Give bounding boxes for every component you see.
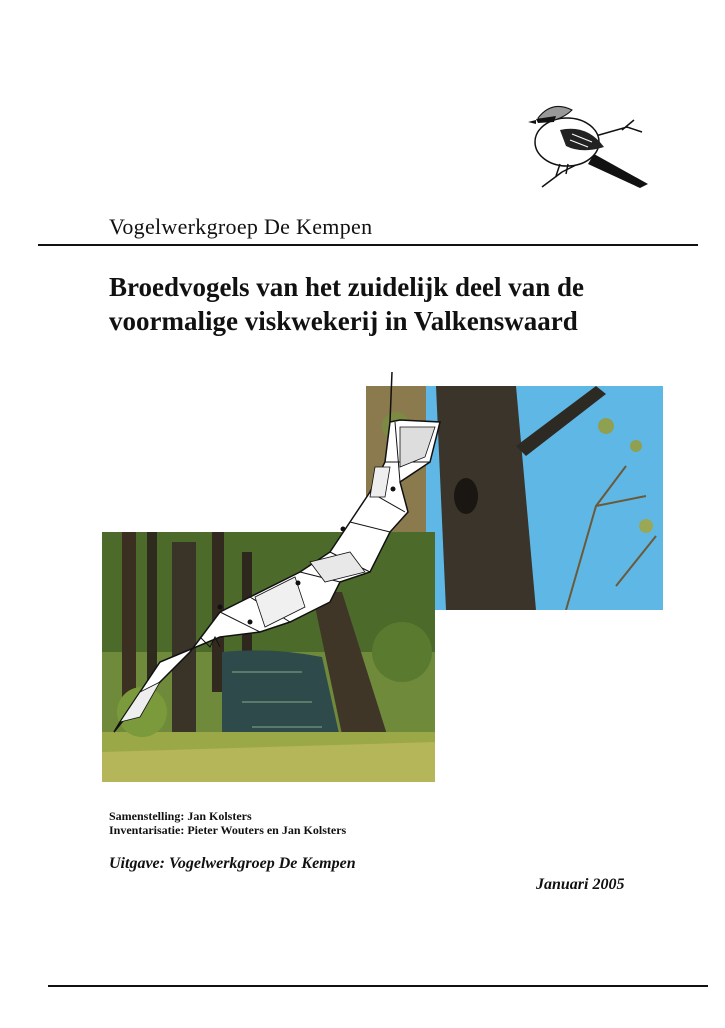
organization-name: Vogelwerkgroep De Kempen bbox=[109, 214, 373, 239]
compilation-credit: Samenstelling: Jan Kolsters bbox=[109, 809, 252, 823]
inventory-credit: Inventarisatie: Pieter Wouters en Jan Kolsters bbox=[109, 823, 347, 837]
title-line-2: voormalige viskwekerij in Valkenswaard bbox=[109, 306, 578, 336]
header-rule bbox=[38, 244, 698, 246]
publication-date: Januari 2005 bbox=[536, 876, 625, 893]
publisher: Uitgave: Vogelwerkgroep De Kempen bbox=[109, 855, 356, 872]
footer-rule bbox=[48, 985, 708, 987]
credits-block bbox=[109, 809, 346, 837]
shrike-bird-icon bbox=[522, 92, 652, 192]
title-line-1: Broedvogels van het zuidelijk deel van de bbox=[109, 272, 585, 302]
study-area-map-outline bbox=[100, 372, 460, 752]
page-title bbox=[109, 270, 669, 338]
